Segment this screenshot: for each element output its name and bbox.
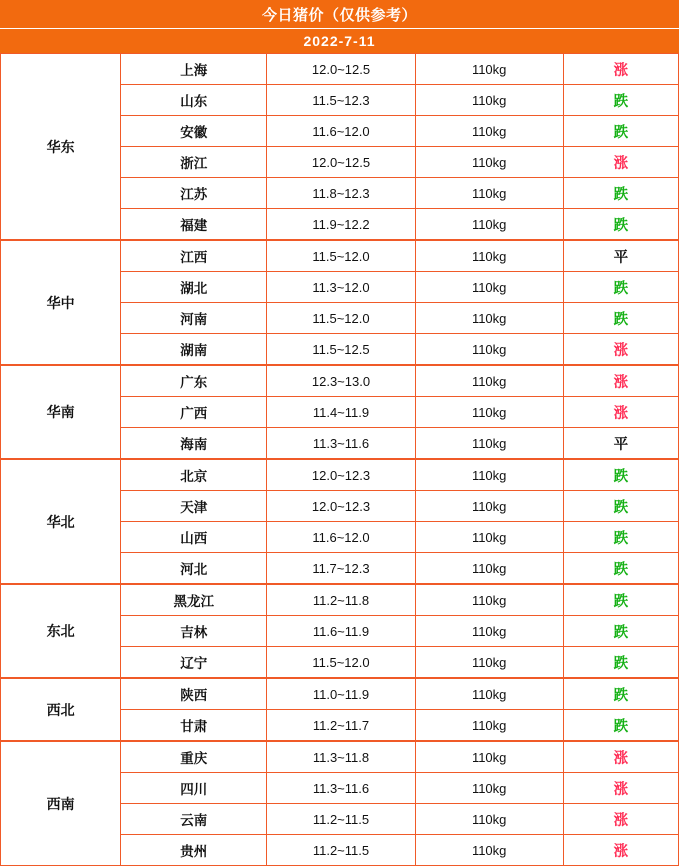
- weight-cell: 110kg: [415, 553, 563, 585]
- weight-cell: 110kg: [415, 773, 563, 804]
- province-cell: 陕西: [121, 678, 267, 710]
- price-cell: 11.3~11.8: [267, 741, 415, 773]
- province-cell: 贵州: [121, 835, 267, 866]
- price-cell: 11.2~11.7: [267, 710, 415, 742]
- price-cell: 11.0~11.9: [267, 678, 415, 710]
- trend-cell: 涨: [563, 334, 678, 366]
- weight-cell: 110kg: [415, 835, 563, 866]
- weight-cell: 110kg: [415, 678, 563, 710]
- table-row: [1, 584, 679, 616]
- province-cell: 湖南: [121, 334, 267, 366]
- weight-cell: 110kg: [415, 522, 563, 553]
- weight-cell: 110kg: [415, 178, 563, 209]
- table-row: [1, 678, 679, 710]
- trend-cell: 跌: [563, 178, 678, 209]
- province-cell: 福建: [121, 209, 267, 241]
- trend-cell: 涨: [563, 741, 678, 773]
- province-cell: 天津: [121, 491, 267, 522]
- weight-cell: 110kg: [415, 85, 563, 116]
- province-cell: 江苏: [121, 178, 267, 209]
- trend-cell: 跌: [563, 616, 678, 647]
- table-row: [1, 54, 679, 85]
- table-row: [1, 240, 679, 272]
- province-cell: 辽宁: [121, 647, 267, 679]
- trend-cell: 跌: [563, 491, 678, 522]
- weight-cell: 110kg: [415, 804, 563, 835]
- trend-cell: 跌: [563, 647, 678, 679]
- region-cell: 华北: [1, 459, 121, 584]
- price-cell: 11.2~11.5: [267, 835, 415, 866]
- price-cell: 12.0~12.3: [267, 491, 415, 522]
- trend-cell: 涨: [563, 397, 678, 428]
- weight-cell: 110kg: [415, 209, 563, 241]
- trend-cell: 跌: [563, 459, 678, 491]
- province-cell: 北京: [121, 459, 267, 491]
- price-table-body: [1, 54, 679, 866]
- price-cell: 11.5~12.3: [267, 85, 415, 116]
- price-cell: 11.6~12.0: [267, 522, 415, 553]
- price-cell: 11.3~11.6: [267, 428, 415, 460]
- province-cell: 云南: [121, 804, 267, 835]
- trend-cell: 平: [563, 428, 678, 460]
- trend-cell: 涨: [563, 365, 678, 397]
- region-cell: 西南: [1, 741, 121, 866]
- trend-cell: 跌: [563, 272, 678, 303]
- trend-cell: 跌: [563, 85, 678, 116]
- price-cell: 12.0~12.5: [267, 147, 415, 178]
- province-cell: 安徽: [121, 116, 267, 147]
- price-cell: 11.4~11.9: [267, 397, 415, 428]
- trend-cell: 跌: [563, 710, 678, 742]
- province-cell: 甘肃: [121, 710, 267, 742]
- trend-cell: 跌: [563, 678, 678, 710]
- province-cell: 四川: [121, 773, 267, 804]
- province-cell: 上海: [121, 54, 267, 85]
- weight-cell: 110kg: [415, 54, 563, 85]
- weight-cell: 110kg: [415, 334, 563, 366]
- page-title: 今日猪价（仅供参考）: [0, 0, 679, 28]
- region-cell: 华东: [1, 54, 121, 241]
- trend-cell: 跌: [563, 522, 678, 553]
- table-row: [1, 365, 679, 397]
- province-cell: 广西: [121, 397, 267, 428]
- province-cell: 山西: [121, 522, 267, 553]
- price-cell: 11.2~11.5: [267, 804, 415, 835]
- weight-cell: 110kg: [415, 491, 563, 522]
- price-cell: 11.7~12.3: [267, 553, 415, 585]
- province-cell: 江西: [121, 240, 267, 272]
- price-cell: 11.2~11.8: [267, 584, 415, 616]
- trend-cell: 跌: [563, 553, 678, 585]
- province-cell: 海南: [121, 428, 267, 460]
- weight-cell: 110kg: [415, 647, 563, 679]
- price-cell: 11.6~11.9: [267, 616, 415, 647]
- weight-cell: 110kg: [415, 365, 563, 397]
- trend-cell: 跌: [563, 584, 678, 616]
- trend-cell: 跌: [563, 209, 678, 241]
- province-cell: 河南: [121, 303, 267, 334]
- region-cell: 西北: [1, 678, 121, 741]
- province-cell: 浙江: [121, 147, 267, 178]
- weight-cell: 110kg: [415, 147, 563, 178]
- weight-cell: 110kg: [415, 616, 563, 647]
- price-cell: 11.5~12.0: [267, 647, 415, 679]
- region-cell: 华南: [1, 365, 121, 459]
- province-cell: 广东: [121, 365, 267, 397]
- price-cell: 11.5~12.5: [267, 334, 415, 366]
- price-cell: 11.5~12.0: [267, 303, 415, 334]
- weight-cell: 110kg: [415, 584, 563, 616]
- price-table: [0, 53, 679, 866]
- weight-cell: 110kg: [415, 710, 563, 742]
- table-row: [1, 741, 679, 773]
- region-cell: 华中: [1, 240, 121, 365]
- trend-cell: 涨: [563, 804, 678, 835]
- province-cell: 山东: [121, 85, 267, 116]
- province-cell: 黑龙江: [121, 584, 267, 616]
- province-cell: 河北: [121, 553, 267, 585]
- price-cell: 11.3~12.0: [267, 272, 415, 303]
- trend-cell: 跌: [563, 116, 678, 147]
- price-cell: 12.0~12.3: [267, 459, 415, 491]
- weight-cell: 110kg: [415, 303, 563, 334]
- province-cell: 重庆: [121, 741, 267, 773]
- trend-cell: 跌: [563, 303, 678, 334]
- price-cell: 11.9~12.2: [267, 209, 415, 241]
- trend-cell: 涨: [563, 54, 678, 85]
- weight-cell: 110kg: [415, 272, 563, 303]
- trend-cell: 涨: [563, 147, 678, 178]
- price-cell: 12.3~13.0: [267, 365, 415, 397]
- weight-cell: 110kg: [415, 741, 563, 773]
- trend-cell: 涨: [563, 835, 678, 866]
- region-cell: 东北: [1, 584, 121, 678]
- province-cell: 湖北: [121, 272, 267, 303]
- weight-cell: 110kg: [415, 240, 563, 272]
- weight-cell: 110kg: [415, 116, 563, 147]
- weight-cell: 110kg: [415, 459, 563, 491]
- price-cell: 11.5~12.0: [267, 240, 415, 272]
- weight-cell: 110kg: [415, 397, 563, 428]
- date-label: 2022-7-11: [0, 28, 679, 53]
- price-cell: 11.6~12.0: [267, 116, 415, 147]
- weight-cell: 110kg: [415, 428, 563, 460]
- trend-cell: 平: [563, 240, 678, 272]
- price-cell: 12.0~12.5: [267, 54, 415, 85]
- table-row: [1, 459, 679, 491]
- province-cell: 吉林: [121, 616, 267, 647]
- price-cell: 11.8~12.3: [267, 178, 415, 209]
- price-cell: 11.3~11.6: [267, 773, 415, 804]
- trend-cell: 涨: [563, 773, 678, 804]
